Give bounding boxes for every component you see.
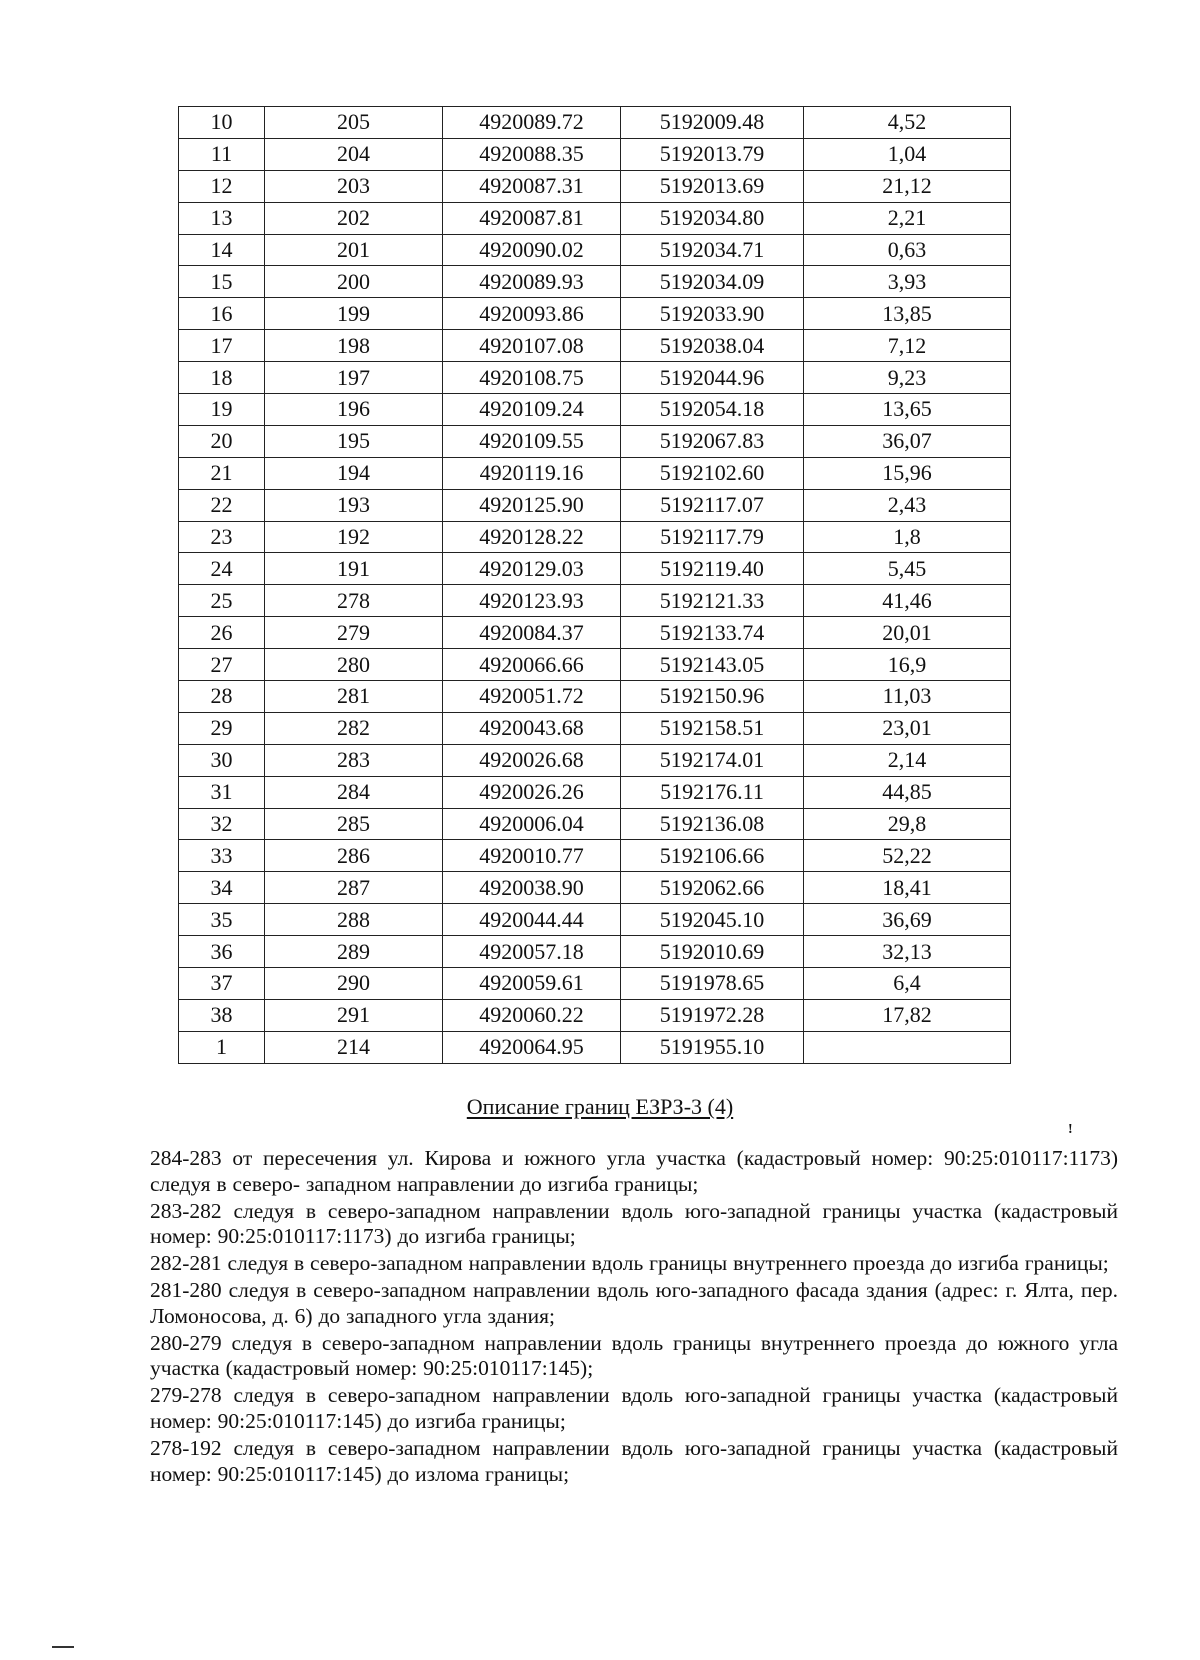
row-number-cell: 37 — [179, 968, 265, 1000]
point-id-cell: 194 — [265, 457, 443, 489]
table-row — [179, 968, 1011, 1000]
x-coordinate-cell: 4920064.95 — [443, 1031, 621, 1063]
row-number-cell: 24 — [179, 553, 265, 585]
description-paragraph: 279-278 следуя в северо-западном направлении вдоль юго-западной границы участка (кадастровый номер: 90:25:010117:145) до изгиба границы; — [150, 1383, 1118, 1433]
y-coordinate-cell: 5192133.74 — [621, 617, 804, 649]
y-coordinate-cell: 5192010.69 — [621, 936, 804, 968]
table-row — [179, 330, 1011, 362]
row-number-cell: 18 — [179, 362, 265, 394]
x-coordinate-cell: 4920010.77 — [443, 840, 621, 872]
y-coordinate-cell: 5192143.05 — [621, 649, 804, 681]
row-number-cell: 20 — [179, 425, 265, 457]
row-number-cell: 34 — [179, 872, 265, 904]
x-coordinate-cell: 4920093.86 — [443, 298, 621, 330]
row-number-cell: 27 — [179, 649, 265, 681]
y-coordinate-cell: 5192158.51 — [621, 712, 804, 744]
point-id-cell: 278 — [265, 585, 443, 617]
table-row — [179, 840, 1011, 872]
table-row — [179, 617, 1011, 649]
table-row — [179, 234, 1011, 266]
x-coordinate-cell: 4920026.68 — [443, 744, 621, 776]
distance-cell: 20,01 — [804, 617, 1011, 649]
y-coordinate-cell: 5192034.80 — [621, 202, 804, 234]
x-coordinate-cell: 4920109.55 — [443, 425, 621, 457]
x-coordinate-cell: 4920088.35 — [443, 138, 621, 170]
table-row — [179, 649, 1011, 681]
row-number-cell: 12 — [179, 170, 265, 202]
table-row — [179, 936, 1011, 968]
x-coordinate-cell: 4920066.66 — [443, 649, 621, 681]
x-coordinate-cell: 4920060.22 — [443, 999, 621, 1031]
point-id-cell: 191 — [265, 553, 443, 585]
y-coordinate-cell: 5191955.10 — [621, 1031, 804, 1063]
x-coordinate-cell: 4920026.26 — [443, 776, 621, 808]
x-coordinate-cell: 4920109.24 — [443, 394, 621, 426]
x-coordinate-cell: 4920087.31 — [443, 170, 621, 202]
distance-cell: 3,93 — [804, 266, 1011, 298]
table-row — [179, 266, 1011, 298]
description-paragraph: 284-283 от пересечения ул. Кирова и южного угла участка (кадастровый номер: 90:25:010117:1173) следуя в северо- западном направлении до изгиба границы; — [150, 1146, 1118, 1196]
distance-cell: 2,43 — [804, 489, 1011, 521]
y-coordinate-cell: 5192038.04 — [621, 330, 804, 362]
row-number-cell: 21 — [179, 457, 265, 489]
point-id-cell: 203 — [265, 170, 443, 202]
x-coordinate-cell: 4920006.04 — [443, 808, 621, 840]
table-row — [179, 362, 1011, 394]
description-paragraph: 278-192 следуя в северо-западном направлении вдоль юго-западной границы участка (кадастровый номер: 90:25:010117:145) до излома границы; — [150, 1436, 1118, 1486]
y-coordinate-cell: 5191978.65 — [621, 968, 804, 1000]
row-number-cell: 33 — [179, 840, 265, 872]
point-id-cell: 197 — [265, 362, 443, 394]
y-coordinate-cell: 5192117.79 — [621, 521, 804, 553]
distance-cell: 17,82 — [804, 999, 1011, 1031]
y-coordinate-cell: 5191972.28 — [621, 999, 804, 1031]
row-number-cell: 1 — [179, 1031, 265, 1063]
distance-cell: 32,13 — [804, 936, 1011, 968]
row-number-cell: 23 — [179, 521, 265, 553]
distance-cell: 13,65 — [804, 394, 1011, 426]
table-row — [179, 521, 1011, 553]
section-title: Описание границ ЕЗРЗ-3 (4) — [466, 1094, 734, 1119]
y-coordinate-cell: 5192013.79 — [621, 138, 804, 170]
distance-cell: 9,23 — [804, 362, 1011, 394]
x-coordinate-cell: 4920051.72 — [443, 681, 621, 713]
distance-cell: 18,41 — [804, 872, 1011, 904]
point-id-cell: 290 — [265, 968, 443, 1000]
point-id-cell: 214 — [265, 1031, 443, 1063]
row-number-cell: 26 — [179, 617, 265, 649]
row-number-cell: 28 — [179, 681, 265, 713]
table-row — [179, 457, 1011, 489]
row-number-cell: 35 — [179, 904, 265, 936]
distance-cell: 23,01 — [804, 712, 1011, 744]
y-coordinate-cell: 5192013.69 — [621, 170, 804, 202]
y-coordinate-cell: 5192067.83 — [621, 425, 804, 457]
table-row — [179, 425, 1011, 457]
row-number-cell: 15 — [179, 266, 265, 298]
table-row — [179, 872, 1011, 904]
x-coordinate-cell: 4920128.22 — [443, 521, 621, 553]
point-id-cell: 200 — [265, 266, 443, 298]
y-coordinate-cell: 5192106.66 — [621, 840, 804, 872]
point-id-cell: 198 — [265, 330, 443, 362]
table-row — [179, 107, 1011, 139]
row-number-cell: 29 — [179, 712, 265, 744]
row-number-cell: 32 — [179, 808, 265, 840]
table-row — [179, 904, 1011, 936]
y-coordinate-cell: 5192009.48 — [621, 107, 804, 139]
row-number-cell: 25 — [179, 585, 265, 617]
boundary-description — [150, 1146, 1118, 1489]
row-number-cell: 31 — [179, 776, 265, 808]
distance-cell: 2,14 — [804, 744, 1011, 776]
distance-cell: 16,9 — [804, 649, 1011, 681]
row-number-cell: 16 — [179, 298, 265, 330]
point-id-cell: 196 — [265, 394, 443, 426]
row-number-cell: 38 — [179, 999, 265, 1031]
distance-cell: 0,63 — [804, 234, 1011, 266]
distance-cell: 41,46 — [804, 585, 1011, 617]
x-coordinate-cell: 4920089.72 — [443, 107, 621, 139]
point-id-cell: 193 — [265, 489, 443, 521]
row-number-cell: 22 — [179, 489, 265, 521]
point-id-cell: 205 — [265, 107, 443, 139]
x-coordinate-cell: 4920084.37 — [443, 617, 621, 649]
point-id-cell: 286 — [265, 840, 443, 872]
table-row — [179, 808, 1011, 840]
table-row — [179, 394, 1011, 426]
row-number-cell: 30 — [179, 744, 265, 776]
row-number-cell: 19 — [179, 394, 265, 426]
distance-cell — [804, 1031, 1011, 1063]
scan-artifact-dash — [52, 1646, 74, 1648]
point-id-cell: 199 — [265, 298, 443, 330]
description-paragraph: 281-280 следуя в северо-западном направлении вдоль юго-западного фасада здания (адрес: г. Ялта, пер. Ломоносова, д. 6) до западного угла здания; — [150, 1278, 1118, 1328]
point-id-cell: 289 — [265, 936, 443, 968]
section-heading — [0, 1094, 1200, 1120]
distance-cell: 7,12 — [804, 330, 1011, 362]
y-coordinate-cell: 5192119.40 — [621, 553, 804, 585]
y-coordinate-cell: 5192174.01 — [621, 744, 804, 776]
point-id-cell: 204 — [265, 138, 443, 170]
x-coordinate-cell: 4920108.75 — [443, 362, 621, 394]
y-coordinate-cell: 5192121.33 — [621, 585, 804, 617]
y-coordinate-cell: 5192176.11 — [621, 776, 804, 808]
y-coordinate-cell: 5192150.96 — [621, 681, 804, 713]
x-coordinate-cell: 4920043.68 — [443, 712, 621, 744]
point-id-cell: 284 — [265, 776, 443, 808]
point-id-cell: 201 — [265, 234, 443, 266]
row-number-cell: 36 — [179, 936, 265, 968]
distance-cell: 36,69 — [804, 904, 1011, 936]
coordinates-table — [178, 106, 1011, 1064]
y-coordinate-cell: 5192033.90 — [621, 298, 804, 330]
distance-cell: 4,52 — [804, 107, 1011, 139]
distance-cell: 52,22 — [804, 840, 1011, 872]
point-id-cell: 192 — [265, 521, 443, 553]
point-id-cell: 288 — [265, 904, 443, 936]
point-id-cell: 291 — [265, 999, 443, 1031]
table-row — [179, 585, 1011, 617]
row-number-cell: 10 — [179, 107, 265, 139]
x-coordinate-cell: 4920044.44 — [443, 904, 621, 936]
point-id-cell: 280 — [265, 649, 443, 681]
y-coordinate-cell: 5192136.08 — [621, 808, 804, 840]
point-id-cell: 287 — [265, 872, 443, 904]
row-number-cell: 11 — [179, 138, 265, 170]
x-coordinate-cell: 4920089.93 — [443, 266, 621, 298]
x-coordinate-cell: 4920090.02 — [443, 234, 621, 266]
table-row — [179, 999, 1011, 1031]
table-row — [179, 298, 1011, 330]
distance-cell: 44,85 — [804, 776, 1011, 808]
distance-cell: 29,8 — [804, 808, 1011, 840]
coordinates-table-body — [179, 107, 1011, 1064]
y-coordinate-cell: 5192044.96 — [621, 362, 804, 394]
x-coordinate-cell: 4920059.61 — [443, 968, 621, 1000]
y-coordinate-cell: 5192034.09 — [621, 266, 804, 298]
y-coordinate-cell: 5192062.66 — [621, 872, 804, 904]
x-coordinate-cell: 4920125.90 — [443, 489, 621, 521]
distance-cell: 11,03 — [804, 681, 1011, 713]
distance-cell: 21,12 — [804, 170, 1011, 202]
table-row — [179, 553, 1011, 585]
distance-cell: 1,8 — [804, 521, 1011, 553]
table-row — [179, 1031, 1011, 1063]
row-number-cell: 13 — [179, 202, 265, 234]
y-coordinate-cell: 5192054.18 — [621, 394, 804, 426]
table-row — [179, 170, 1011, 202]
description-paragraph: 280-279 следуя в северо-западном направлении вдоль границы внутреннего проезда до южного угла участка (кадастровый номер: 90:25:010117:145); — [150, 1330, 1118, 1381]
table-row — [179, 202, 1011, 234]
y-coordinate-cell: 5192117.07 — [621, 489, 804, 521]
x-coordinate-cell: 4920038.90 — [443, 872, 621, 904]
distance-cell: 15,96 — [804, 457, 1011, 489]
row-number-cell: 17 — [179, 330, 265, 362]
distance-cell: 1,04 — [804, 138, 1011, 170]
y-coordinate-cell: 5192102.60 — [621, 457, 804, 489]
table-row — [179, 138, 1011, 170]
row-number-cell: 14 — [179, 234, 265, 266]
distance-cell: 2,21 — [804, 202, 1011, 234]
distance-cell: 5,45 — [804, 553, 1011, 585]
x-coordinate-cell: 4920123.93 — [443, 585, 621, 617]
x-coordinate-cell: 4920119.16 — [443, 457, 621, 489]
table-row — [179, 712, 1011, 744]
distance-cell: 6,4 — [804, 968, 1011, 1000]
distance-cell: 13,85 — [804, 298, 1011, 330]
x-coordinate-cell: 4920107.08 — [443, 330, 621, 362]
table-row — [179, 681, 1011, 713]
point-id-cell: 279 — [265, 617, 443, 649]
table-row — [179, 776, 1011, 808]
description-paragraph: 283-282 следуя в северо-западном направлении вдоль юго-западной границы участка (кадастровый номер: 90:25:010117:1173) до изгиба границы; — [150, 1198, 1118, 1249]
table-row — [179, 489, 1011, 521]
point-id-cell: 202 — [265, 202, 443, 234]
table-row — [179, 744, 1011, 776]
x-coordinate-cell: 4920057.18 — [443, 936, 621, 968]
x-coordinate-cell: 4920129.03 — [443, 553, 621, 585]
description-paragraph: 282-281 следуя в северо-западном направлении вдоль границы внутреннего проезда до изгиба границы; — [150, 1251, 1109, 1276]
point-id-cell: 283 — [265, 744, 443, 776]
y-coordinate-cell: 5192045.10 — [621, 904, 804, 936]
distance-cell: 36,07 — [804, 425, 1011, 457]
point-id-cell: 195 — [265, 425, 443, 457]
y-coordinate-cell: 5192034.71 — [621, 234, 804, 266]
x-coordinate-cell: 4920087.81 — [443, 202, 621, 234]
point-id-cell: 281 — [265, 681, 443, 713]
margin-mark: ! — [1068, 1122, 1073, 1137]
point-id-cell: 282 — [265, 712, 443, 744]
point-id-cell: 285 — [265, 808, 443, 840]
